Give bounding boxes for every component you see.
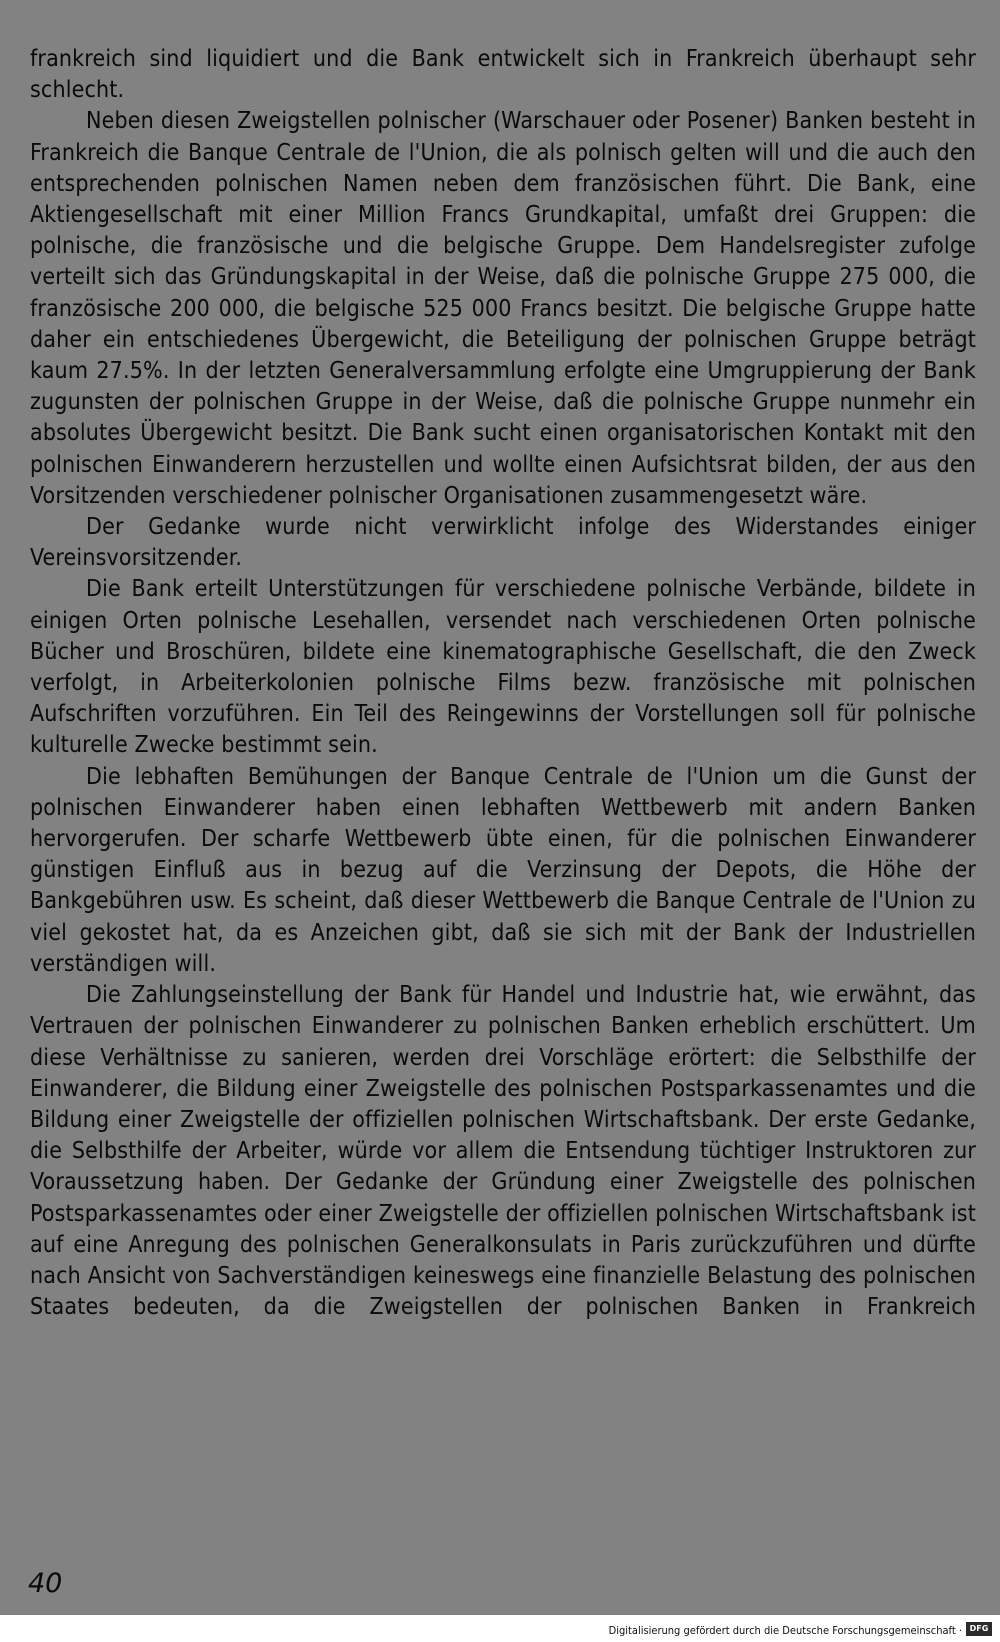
- paragraph-zahlungseinstellung: Die Zahlungseinstellung der Bank für Handel und Industrie hat, wie erwähnt, das Vertrauen der polnischen Einwanderer zu polnischen Banken erheblich erschüttert. Um diese Verhältnisse zu sanieren, werden drei Vorschläge erörtert: die Selbsthilfe der Einwanderer, die Bildung einer Zweigstelle des polnischen Postsparkassenamtes und die Bildung einer Zweigstelle der offiziellen polnischen Wirtschaftsbank. Der erste Gedanke, die Selbsthilfe der Arbeiter, würde vor allem die Entsendung tüchtiger Instruktoren zur Voraussetzung haben. Der Gedanke der Gründung einer Zweigstelle des polnischen Postsparkassenamtes oder einer Zweigstelle der offiziellen polnischen Wirtschaftsbank ist auf eine Anregung des polnischen Generalkonsulats in Paris zurückzuführen und dürfte nach Ansicht von Sachverständigen keineswegs eine finanzielle Belastung des polnischen Staates bedeuten, da die Zweigstellen der polnischen Banken in Frankreich: [30, 982, 976, 1321]
- paragraph-continuation: frankreich sind liquidiert und die Bank entwickelt sich in Frankreich überhaupt sehr schlecht.: [30, 46, 976, 104]
- paragraph-wettbewerb: Die lebhaften Bemühungen der Banque Centrale de l'Union um die Gunst der polnischen Einwanderer haben einen lebhaften Wettbewerb mit andern Banken hervorgerufen. Der scharfe Wettbewerb übte einen, für die polnischen Einwanderer günstigen Einfluß aus in bezug auf die Verzinsung der Depots, die Höhe der Bankgebühren usw. Es scheint, daß dieser Wettbewerb die Banque Centrale de l'Union zu viel gekostet hat, da es Anzeichen gibt, daß sie sich mit der Bank der Industriellen verständigen will.: [30, 763, 976, 977]
- digitization-credit: Digitalisierung gefördert durch die Deutsche Forschungsgemeinschaft ·: [608, 1624, 962, 1637]
- dfg-logo-icon: DFG: [966, 1622, 992, 1636]
- paragraph-banque-centrale: Neben diesen Zweigstellen polnischer (Warschauer oder Posener) Banken besteht in Frankreich die Banque Centrale de l'Union, die als polnisch gelten will und die auch den entsprechenden polnischen Namen neben dem französischen führt. Die Bank, eine Aktiengesellschaft mit einer Million Francs Grundkapital, umfaßt drei Gruppen: die polnische, die französische und die belgische Gruppe. Dem Handelsregister zufolge verteilt sich das Gründungskapital in der Weise, daß die polnische Gruppe 275 000, die französische 200 000, die belgische 525 000 Francs besitzt. Die belgische Gruppe hatte daher ein entschiedenes Übergewicht, die Beteiligung der polnischen Gruppe beträgt kaum 27.5%. In der letzten Generalversammlung erfolgte eine Umgruppierung der Bank zugunsten der polnischen Gruppe in der Weise, daß die polnische Gruppe nunmehr ein absolutes Übergewicht besitzt. Die Bank sucht einen organisatorischen Kontakt mit den polnischen Einwanderern herzustellen und wollte einen Aufsichtsrat bilden, der aus den Vorsitzenden verschiedener polnischer Organisationen zusammengesetzt wäre.: [30, 108, 976, 509]
- body-text: [30, 44, 976, 1323]
- paragraph-unterstuetzungen: Die Bank erteilt Unterstützungen für verschiedene polnische Verbände, bildete in einigen Orten polnische Lesehallen, versendet nach verschiedenen Orten polnische Bücher und Broschüren, bildete eine kinematographische Gesellschaft, die den Zweck verfolgt, in Arbeiterkolonien polnische Films bezw. französische mit polnischen Aufschriften vorzuführen. Ein Teil des Reingewinns der Vorstellungen soll für polnische kulturelle Zwecke bestimmt sein.: [30, 576, 976, 759]
- page-number: 40: [28, 1568, 63, 1599]
- paragraph-gedanke: Der Gedanke wurde nicht verwirklicht infolge des Widerstandes einiger Vereinsvorsitzender.: [30, 514, 976, 572]
